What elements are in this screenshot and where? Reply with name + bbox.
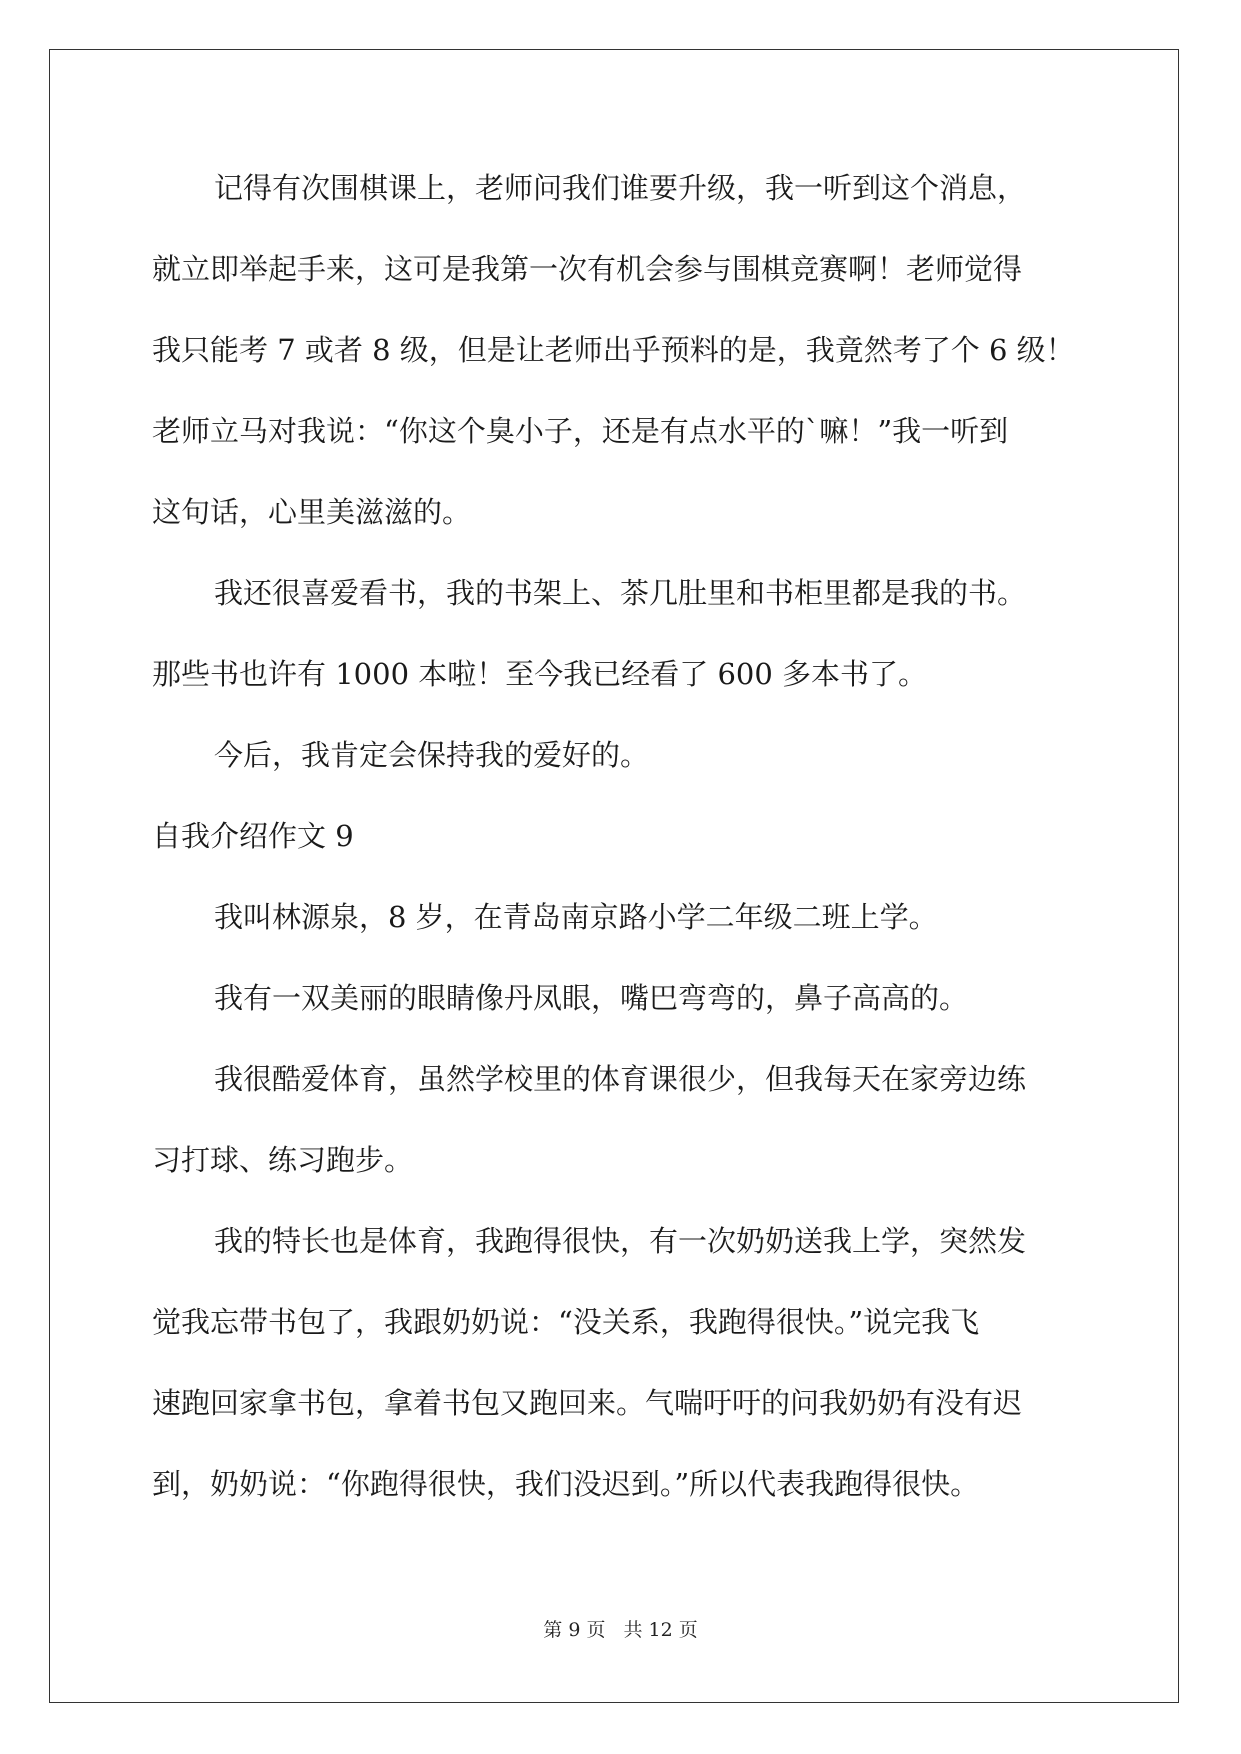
section-heading: 自我介绍作文 9	[152, 819, 354, 853]
paragraph-line: 我的特长也是体育，我跑得很快，有一次奶奶送我上学，突然发	[214, 1224, 1027, 1258]
paragraph-line: 我只能考 7 或者 8 级，但是让老师出乎预料的是，我竟然考了个 6 级！	[152, 333, 1075, 367]
paragraph-line: 这句话，心里美滋滋的。	[152, 495, 472, 529]
paragraph-line: 觉我忘带书包了，我跟奶奶说：“没关系，我跑得很快。”说完我飞	[152, 1305, 980, 1339]
paragraph-line: 我叫林源泉，8 岁，在青岛南京路小学二年级二班上学。	[214, 900, 938, 934]
paragraph-line: 习打球、练习跑步。	[152, 1143, 414, 1177]
paragraph-line: 就立即举起手来，这可是我第一次有机会参与围棋竞赛啊！老师觉得	[152, 252, 1023, 286]
page-border	[49, 49, 1179, 1703]
paragraph-line: 我还很喜爱看书，我的书架上、茶几肚里和书柜里都是我的书。	[214, 576, 1027, 610]
paragraph-line: 到，奶奶说：“你跑得很快，我们没迟到。”所以代表我跑得很快。	[152, 1467, 980, 1501]
paragraph-line: 记得有次围棋课上，老师问我们谁要升级，我一听到这个消息，	[214, 171, 1027, 205]
page-footer	[0, 1615, 1241, 1642]
paragraph-line: 那些书也许有 1000 本啦！至今我已经看了 600 多本书了。	[152, 657, 928, 691]
page-number: 第 9 页	[543, 1619, 606, 1641]
paragraph-line: 老师立马对我说：“你这个臭小子，还是有点水平的`嘛！”我一听到	[152, 414, 1009, 448]
paragraph-line: 我很酷爱体育，虽然学校里的体育课很少，但我每天在家旁边练	[214, 1062, 1027, 1096]
paragraph-line: 今后，我肯定会保持我的爱好的。	[214, 738, 650, 772]
paragraph-line: 速跑回家拿书包，拿着书包又跑回来。气喘吁吁的问我奶奶有没有迟	[152, 1386, 1023, 1420]
page-total: 共 12 页	[623, 1619, 698, 1641]
paragraph-line: 我有一双美丽的眼睛像丹凤眼，嘴巴弯弯的，鼻子高高的。	[214, 981, 969, 1015]
